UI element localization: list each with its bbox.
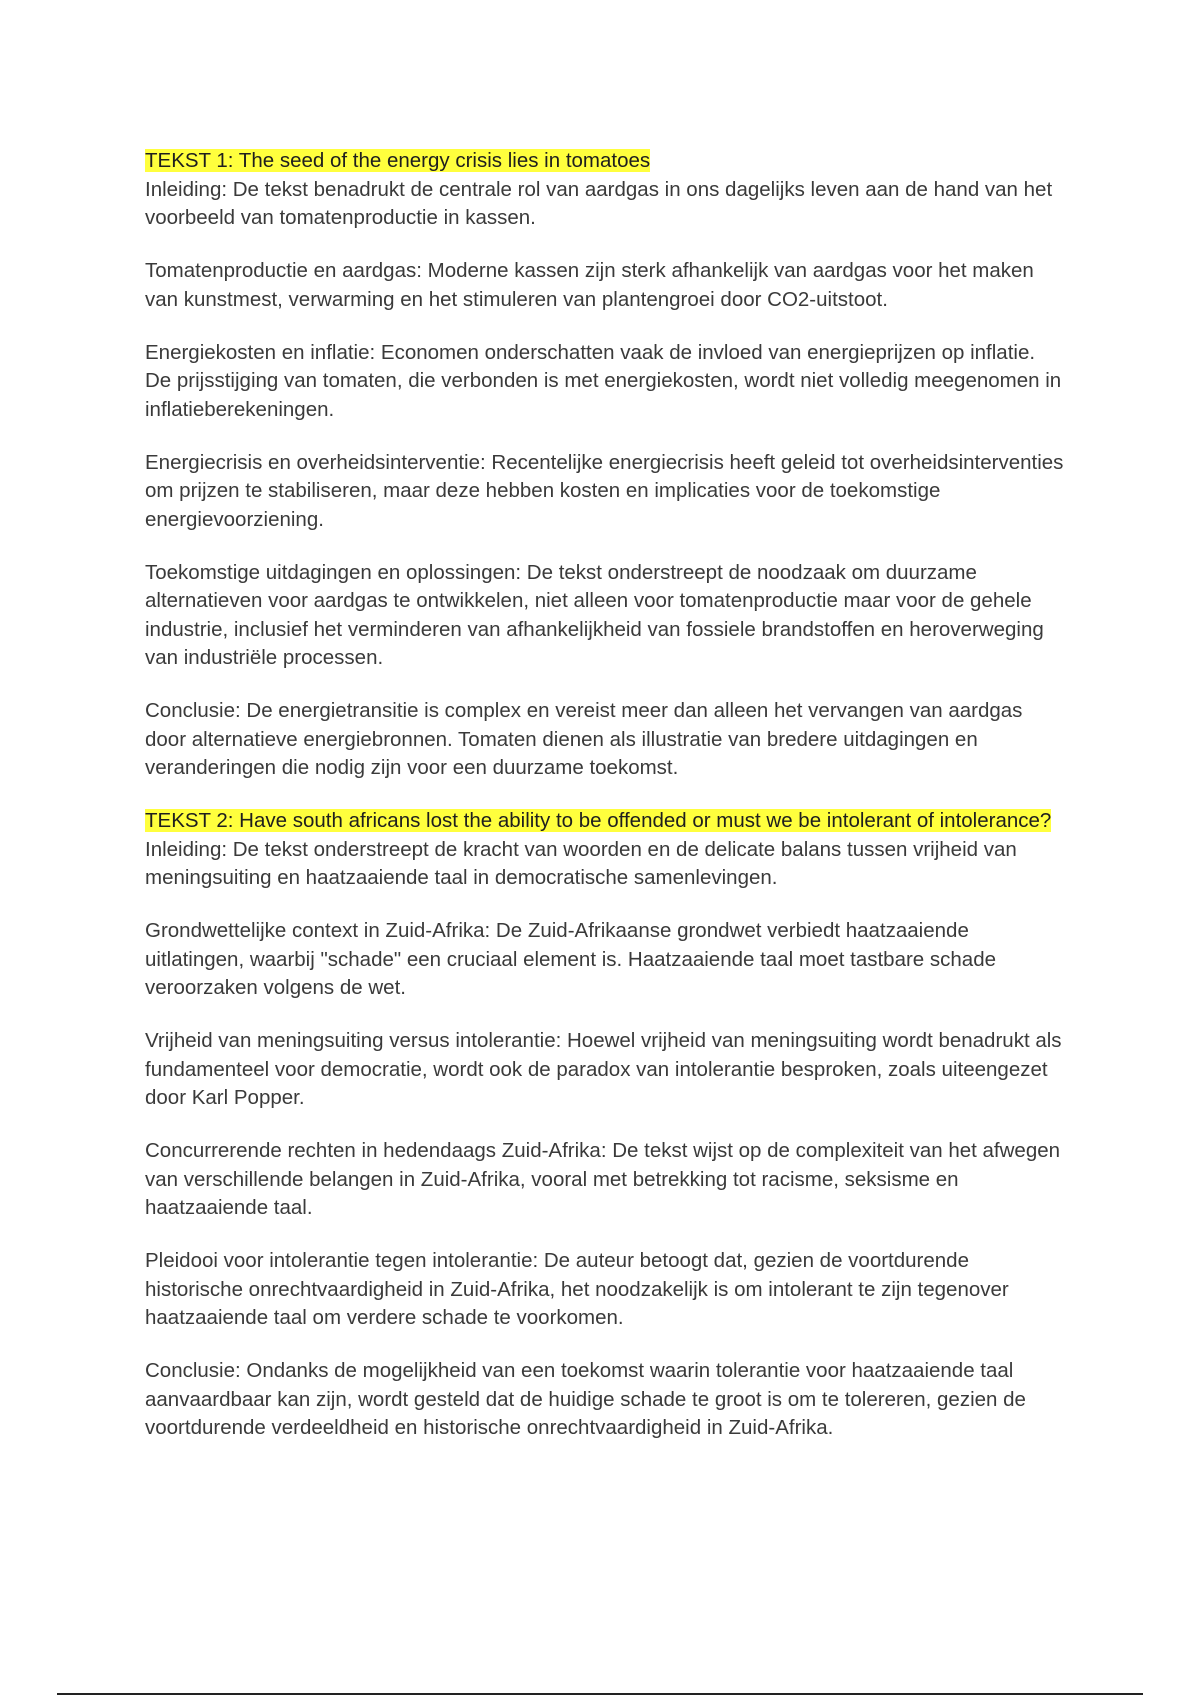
section-tekst-2: [145, 807, 1065, 1443]
section-heading: TEKST 2: Have south africans lost the ability to be offended or must we be intolerant of intolerance?: [145, 809, 1052, 832]
paragraph-concurrerende-rechten: Concurrerende rechten in hedendaags Zuid-Afrika: De tekst wijst op de complexiteit van het afwegen van verschillende belangen in Zuid-Afrika, vooral met betrekking tot racisme, seksisme en haatzaaiende taal.: [145, 1139, 1061, 1219]
paragraph-conclusie: Conclusie: Ondanks de mogelijkheid van een toekomst waarin tolerantie voor haatzaaiende taal aanvaardbaar kan zijn, wordt gesteld dat de huidige schade te groot is om te tolereren, gezien de voortdurende verdeeldheid en historische onrechtvaardigheid in Zuid-Afrika.: [145, 1359, 1026, 1439]
paragraph-inleiding: Inleiding: De tekst onderstreept de kracht van woorden en de delicate balans tussen vrijheid van meningsuiting en haatzaaiende taal in democratische samenlevingen.: [145, 837, 1017, 889]
section-tekst-1: [145, 147, 1065, 783]
paragraph-energiecrisis: Energiecrisis en overheidsinterventie: Recentelijke energiecrisis heeft geleid tot overheidsinterventies om prijzen te stabiliseren, maar deze hebben kosten en implicaties voor de toekomstige energievoorziening.: [145, 450, 1064, 531]
section-heading: TEKST 1: The seed of the energy crisis lies in tomatoes: [145, 149, 651, 172]
paragraph-pleidooi: Pleidooi voor intolerantie tegen intolerantie: De auteur betoogt dat, gezien de voortdurende historische onrechtvaardigheid in Zuid-Afrika, het noodzakelijk is om intolerant te zijn tegenover haatzaaiende taal om verdere schade te voorkomen.: [145, 1249, 1009, 1329]
document-page: [145, 147, 1065, 1443]
section-heading-wrap: [145, 147, 1065, 176]
paragraph-tomatenproductie: Tomatenproductie en aardgas: Moderne kassen zijn sterk afhankelijk van aardgas voor het maken van kunstmest, verwarming en het stimuleren van plantengroei door CO2-uitstoot.: [145, 259, 1034, 311]
paragraph-vrijheid-van-meningsuiting: Vrijheid van meningsuiting versus intolerantie: Hoewel vrijheid van meningsuiting wordt benadrukt als fundamenteel voor democratie, wordt ook de paradox van intolerantie besproken, zoals uiteengezet door Karl Popper.: [145, 1029, 1062, 1109]
paragraph-toekomstige-uitdagingen: Toekomstige uitdagingen en oplossingen: De tekst onderstreept de noodzaak om duurzame alternatieven voor aardgas te ontwikkelen, niet alleen voor tomatenproductie maar voor de gehele industrie, inclusief het verminderen van afhankelijkheid van fossiele brandstoffen en heroverweging van industriële processen.: [145, 560, 1044, 669]
paragraph-energiekosten: Energiekosten en inflatie: Economen onderschatten vaak de invloed van energieprijzen op inflatie. De prijsstijging van tomaten, die verbonden is met energiekosten, wordt niet volledig meegenomen in inflatieberekeningen.: [145, 340, 1062, 421]
paragraph-conclusie: Conclusie: De energietransitie is complex en vereist meer dan alleen het vervangen van aardgas door alternatieve energiebronnen. Tomaten dienen als illustratie van bredere uitdagingen en veranderingen die nodig zijn voor een duurzame toekomst.: [145, 699, 1023, 779]
paragraph-inleiding: Inleiding: De tekst benadrukt de centrale rol van aardgas in ons dagelijks leven aan de hand van het voorbeeld van tomatenproductie in kassen.: [145, 177, 1053, 229]
paragraph-grondwettelijke-context: Grondwettelijke context in Zuid-Afrika: De Zuid-Afrikaanse grondwet verbiedt haatzaaiende uitlatingen, waarbij "schade" een cruciaal element is. Haatzaaiende taal moet tastbare schade veroorzaken volgens de wet.: [145, 919, 997, 999]
footer-divider: [57, 1693, 1143, 1695]
section-heading-wrap: [145, 807, 1065, 836]
